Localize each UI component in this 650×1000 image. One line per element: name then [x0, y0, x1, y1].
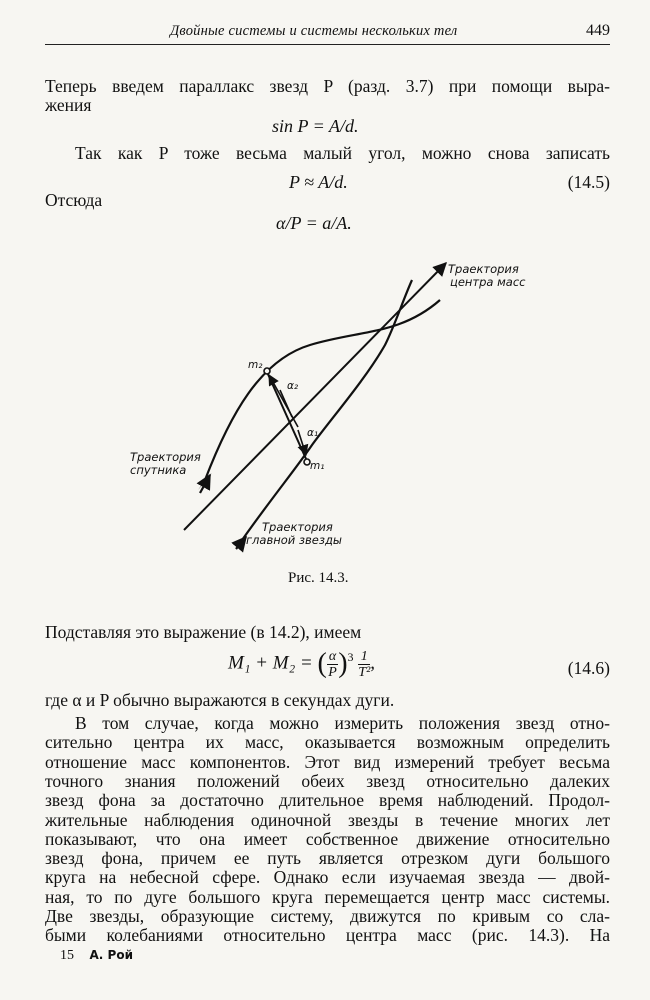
- label-cm-path-1: Траектория: [448, 262, 519, 276]
- equation-sinP: sin P = A/d.: [272, 116, 359, 136]
- body-line: звезд фона за достаточно длительное время наблюдений. Продол-: [45, 790, 610, 811]
- figure-caption: Рис. 14.3.: [288, 570, 349, 586]
- label-main-path-1: Траектория: [262, 520, 333, 534]
- page-number: 449: [586, 22, 610, 39]
- equation-14-5: P ≈ A/d.: [289, 172, 348, 192]
- equation-14-6: M₁ + M₂ = ( $\frac{\alpha}{P}$ )$^3$ $\frac{1}{\text{T²}}$ ,: [228, 648, 376, 680]
- eq-close-paren: ): [338, 648, 348, 679]
- running-header: [45, 22, 610, 45]
- body-line: жительные наблюдения одиночной звезды в течение многих лет: [45, 809, 610, 830]
- label-alpha2: α₂: [287, 380, 299, 392]
- intro-line-2: жения: [45, 95, 92, 115]
- frac2-num: 1: [358, 649, 370, 665]
- paragraph-small-angle: Так как P тоже весьма малый угол, можно снова записать: [75, 143, 610, 163]
- label-sat-path-2: спутника: [130, 463, 187, 477]
- m2-point: [264, 368, 270, 374]
- center-of-mass-path: [184, 263, 446, 530]
- eq-open-paren: (: [317, 648, 327, 679]
- frac2-den: T²: [358, 664, 371, 680]
- footer-signature: [60, 948, 133, 964]
- author-name: А. Рой: [89, 948, 133, 962]
- eq-power: 3: [347, 650, 354, 665]
- label-m2: m₂: [248, 359, 263, 371]
- body-line: В том случае, когда можно измерить положения звезд отно-: [75, 713, 610, 733]
- body-line: сительно центра их масс, оказывается возможным определить: [45, 732, 610, 753]
- signature-number: 15: [60, 948, 74, 963]
- label-main-path-2: главной звезды: [246, 533, 343, 547]
- frac-num: α: [328, 648, 337, 664]
- body-line: ная, то по дуге большого круга перемещается центр масс системы.: [45, 886, 610, 907]
- body-line: показывают, что она имеет собственное движение относительно: [45, 828, 610, 849]
- alpha-over-p: [327, 649, 338, 680]
- eq-14-6-lhs: M₁ + M₂ =: [228, 652, 313, 674]
- label-sat-path-1: Траектория: [130, 450, 201, 464]
- body-line: быми колебаниями относительно центра масс (рис. 14.3). На: [45, 925, 610, 946]
- equation-ratio: α/P = a/A.: [276, 213, 352, 233]
- figure-14-3: [120, 255, 540, 555]
- substituting-text: Подставляя это выражение (в 14.2), имеем: [45, 622, 362, 642]
- body-line: точного знания положений обеих звезд относительно далеких: [45, 770, 610, 791]
- equation-number-14-5: (14.5): [567, 172, 610, 192]
- hence-text: Отсюда: [45, 190, 103, 210]
- label-m1: m₁: [310, 460, 325, 472]
- main-star-arrow-stroke: [236, 537, 246, 549]
- main-star-path: [240, 280, 412, 543]
- body-line: круга на небесной сфере. Однако если изучаемая звезда — двой-: [45, 867, 610, 888]
- one-over-t2: [358, 649, 370, 680]
- equation-number-14-6: (14.6): [567, 658, 610, 678]
- orbit-diagram: [120, 255, 540, 555]
- body-line: звезд фона, причем ее путь является отрезком дуги большого: [45, 848, 610, 869]
- body-line: отношение масс компонентов. Этот вид измерений требует весьма: [45, 751, 610, 772]
- running-title: Двойные системы и системы нескольких тел: [170, 23, 458, 39]
- frac-den: P: [328, 664, 337, 680]
- where-line: где α и P обычно выражаются в секундах дуги.: [45, 690, 395, 710]
- label-cm-path-2: центра масс: [450, 275, 526, 289]
- label-alpha1: α₁: [307, 427, 319, 439]
- intro-line-1: Теперь введем параллакс звезд P (разд. 3.7) при помощи выра-: [45, 76, 610, 96]
- body-line: Две звезды, образующие систему, движутся по кривым со сла-: [45, 906, 610, 926]
